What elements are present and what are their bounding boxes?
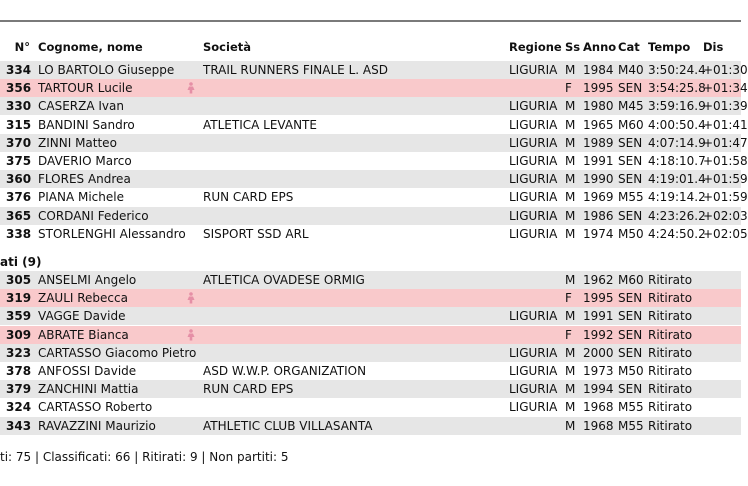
cell-region: LIGURIA (509, 99, 558, 114)
cell-name: FLORES Andrea (38, 172, 131, 187)
cell-society: SISPORT SSD ARL (203, 226, 309, 241)
cell-name: CORDANI Federico (38, 208, 149, 223)
retired-row (0, 362, 741, 380)
cell-cat: M45 (618, 99, 644, 114)
retired-row (0, 344, 741, 362)
cell-pos: 324 (6, 400, 32, 415)
header-region: Regione (509, 40, 562, 54)
cell-cat: SEN (618, 309, 643, 324)
cell-pos: 305 (6, 273, 32, 287)
header-society: Società (203, 40, 251, 54)
cell-year: 1995 (583, 291, 614, 306)
cell-pos: 378 (6, 364, 32, 378)
cell-name: ZANCHINI Mattia (38, 382, 139, 397)
cell-cat: SEN (618, 327, 643, 342)
cell-sex: M (565, 382, 576, 397)
classified-row (0, 116, 748, 134)
cell-pos: 360 (6, 172, 32, 187)
cell-sex: M (565, 135, 576, 150)
cell-pos: 375 (6, 154, 32, 168)
cell-sex: M (565, 345, 576, 360)
cell-pos: 315 (6, 117, 32, 132)
summary-footer: ti: 75 | Classificati: 66 | Ritirati: 9 | Non partiti: 5 (0, 450, 289, 464)
cell-cat: SEN (618, 382, 643, 397)
cell-gap: +01:59 (703, 190, 748, 205)
header-cat: Cat (618, 40, 640, 54)
cell-name: STORLENGHI Alessandro (38, 226, 186, 241)
cell-name: ZAULI Rebecca (38, 291, 128, 306)
cell-pos: 323 (6, 345, 32, 360)
cell-year: 1968 (583, 418, 614, 433)
cell-cat: M50 (618, 364, 644, 378)
cell-sex: M (565, 172, 576, 187)
cell-name: ZINNI Matteo (38, 135, 117, 150)
cell-region: LIGURIA (509, 190, 558, 205)
retired-row (0, 398, 741, 416)
cell-name: ANSELMI Angelo (38, 273, 137, 287)
cell-sex: M (565, 190, 576, 205)
cell-region: LIGURIA (509, 135, 558, 150)
cell-year: 1974 (583, 226, 614, 241)
cell-year: 1986 (583, 208, 614, 223)
cell-sex: M (565, 63, 576, 77)
cell-region: LIGURIA (509, 63, 558, 77)
cell-year: 1984 (583, 63, 614, 77)
cell-pos: 370 (6, 135, 32, 150)
cell-time: Ritirato (648, 400, 693, 415)
classified-row (0, 170, 748, 188)
retired-row (0, 417, 741, 435)
cell-region: LIGURIA (509, 208, 558, 223)
cell-cat: SEN (618, 291, 643, 306)
cell-name: RAVAZZINI Maurizio (38, 418, 156, 433)
cell-pos: 334 (6, 63, 32, 77)
header-time: Tempo (648, 40, 691, 54)
cell-name: CASERZA Ivan (38, 99, 124, 114)
cell-pos: 365 (6, 208, 32, 223)
cell-cat: M55 (618, 418, 644, 433)
classified-row (0, 61, 748, 79)
cell-society: ATLETICA OVADESE ORMIG (203, 273, 365, 287)
cell-pos: 376 (6, 190, 32, 205)
cell-year: 1962 (583, 273, 614, 287)
cell-sex: M (565, 117, 576, 132)
header-name: Cognome, nome (38, 40, 143, 54)
cell-pos: 379 (6, 382, 32, 397)
cell-name: CARTASSO Giacomo Pietro (38, 345, 197, 360)
cell-cat: SEN (618, 172, 643, 187)
classified-row (0, 225, 748, 243)
cell-gap: +01:58 (703, 154, 748, 168)
female-runner-icon (186, 329, 196, 341)
cell-year: 1989 (583, 135, 614, 150)
header-gap: Dis (703, 40, 724, 54)
cell-time: 4:24:50.2 (648, 226, 706, 241)
cell-cat: M40 (618, 63, 644, 77)
cell-time: 4:00:50.4 (648, 117, 706, 132)
cell-cat: SEN (618, 154, 643, 168)
cell-time: Ritirato (648, 345, 693, 360)
cell-region: LIGURIA (509, 117, 558, 132)
cell-sex: M (565, 208, 576, 223)
cell-gap: +01:59 (703, 172, 748, 187)
cell-time: Ritirato (648, 291, 693, 306)
cell-year: 1980 (583, 99, 614, 114)
cell-name: BANDINI Sandro (38, 117, 135, 132)
cell-time: Ritirato (648, 364, 693, 378)
retired-row (0, 307, 741, 325)
cell-gap: +01:30 (703, 63, 748, 77)
cell-time: 4:18:10.7 (648, 154, 706, 168)
cell-gap: +02:03 (703, 208, 748, 223)
cell-time: 4:19:14.2 (648, 190, 706, 205)
cell-region: LIGURIA (509, 382, 558, 397)
cell-time: Ritirato (648, 327, 693, 342)
cell-year: 1991 (583, 154, 614, 168)
cell-year: 2000 (583, 345, 614, 360)
cell-time: 4:07:14.9 (648, 135, 706, 150)
cell-year: 1994 (583, 382, 614, 397)
cell-name: LO BARTOLO Giuseppe (38, 63, 175, 77)
cell-cat: M60 (618, 273, 644, 287)
cell-sex: F (565, 81, 572, 96)
cell-society: TRAIL RUNNERS FINALE L. ASD (203, 63, 388, 77)
cell-time: Ritirato (648, 309, 693, 324)
cell-society: RUN CARD EPS (203, 382, 294, 397)
cell-gap: +01:39 (703, 99, 748, 114)
cell-year: 1991 (583, 309, 614, 324)
retired-row (0, 289, 741, 307)
cell-name: ANFOSSI Davide (38, 364, 137, 378)
cell-name: VAGGE Davide (38, 309, 126, 324)
classified-row (0, 207, 748, 225)
cell-sex: M (565, 364, 576, 378)
retired-row (0, 271, 741, 289)
cell-year: 1973 (583, 364, 614, 378)
cell-name: DAVERIO Marco (38, 154, 132, 168)
cell-region: LIGURIA (509, 172, 558, 187)
cell-sex: M (565, 400, 576, 415)
cell-region: LIGURIA (509, 345, 558, 360)
cell-pos: 309 (6, 327, 32, 342)
cell-time: Ritirato (648, 418, 693, 433)
classified-row (0, 152, 748, 170)
header-year: Anno (583, 40, 617, 54)
classified-row (0, 188, 748, 206)
cell-sex: F (565, 327, 572, 342)
cell-region: LIGURIA (509, 226, 558, 241)
cell-sex: M (565, 99, 576, 114)
header-pos: N° (14, 40, 30, 54)
cell-cat: SEN (618, 81, 643, 96)
cell-time: Ritirato (648, 273, 693, 287)
cell-sex: M (565, 154, 576, 168)
cell-sex: M (565, 273, 576, 287)
cell-region: LIGURIA (509, 154, 558, 168)
cell-year: 1968 (583, 400, 614, 415)
cell-region: LIGURIA (509, 309, 558, 324)
cell-gap: +01:47 (703, 135, 748, 150)
cell-region: LIGURIA (509, 364, 558, 378)
cell-pos: 319 (6, 291, 32, 306)
cell-pos: 343 (6, 418, 32, 433)
retired-row (0, 380, 741, 398)
cell-pos: 356 (6, 81, 32, 96)
cell-time: 3:59:16.9 (648, 99, 706, 114)
female-runner-icon (186, 292, 196, 304)
cell-cat: SEN (618, 135, 643, 150)
cell-year: 1965 (583, 117, 614, 132)
cell-region: LIGURIA (509, 400, 558, 415)
cell-cat: SEN (618, 208, 643, 223)
cell-gap: +02:05 (703, 226, 748, 241)
cell-name: PIANA Michele (38, 190, 124, 205)
cell-time: 4:19:01.4 (648, 172, 706, 187)
cell-year: 1990 (583, 172, 614, 187)
cell-cat: M50 (618, 226, 644, 241)
top-divider (0, 20, 741, 22)
cell-name: TARTOUR Lucile (38, 81, 133, 96)
cell-cat: SEN (618, 345, 643, 360)
cell-time: 3:54:25.8 (648, 81, 706, 96)
female-runner-icon (186, 82, 196, 94)
cell-sex: M (565, 309, 576, 324)
classified-row (0, 97, 748, 115)
cell-pos: 338 (6, 226, 32, 241)
cell-time: 3:50:24.4 (648, 63, 706, 77)
table-header (0, 40, 741, 56)
retired-section-title: ati (9) (0, 255, 42, 269)
cell-year: 1995 (583, 81, 614, 96)
cell-society: ATHLETIC CLUB VILLASANTA (203, 418, 373, 433)
cell-sex: F (565, 291, 572, 306)
cell-time: 4:23:26.2 (648, 208, 706, 223)
cell-time: Ritirato (648, 382, 693, 397)
cell-society: ASD W.W.P. ORGANIZATION (203, 364, 367, 378)
cell-cat: M60 (618, 117, 644, 132)
cell-society: RUN CARD EPS (203, 190, 294, 205)
classified-row (0, 79, 748, 97)
cell-gap: +01:34 (703, 81, 748, 96)
header-sex: Ss (565, 40, 581, 54)
cell-cat: M55 (618, 400, 644, 415)
cell-pos: 330 (6, 99, 32, 114)
cell-name: CARTASSO Roberto (38, 400, 153, 415)
cell-name: ABRATE Bianca (38, 327, 129, 342)
cell-gap: +01:41 (703, 117, 748, 132)
cell-cat: M55 (618, 190, 644, 205)
cell-year: 1992 (583, 327, 614, 342)
cell-pos: 359 (6, 309, 32, 324)
cell-sex: M (565, 226, 576, 241)
cell-year: 1969 (583, 190, 614, 205)
retired-row (0, 326, 741, 344)
classified-row (0, 134, 748, 152)
cell-society: ATLETICA LEVANTE (203, 117, 317, 132)
cell-sex: M (565, 418, 576, 433)
